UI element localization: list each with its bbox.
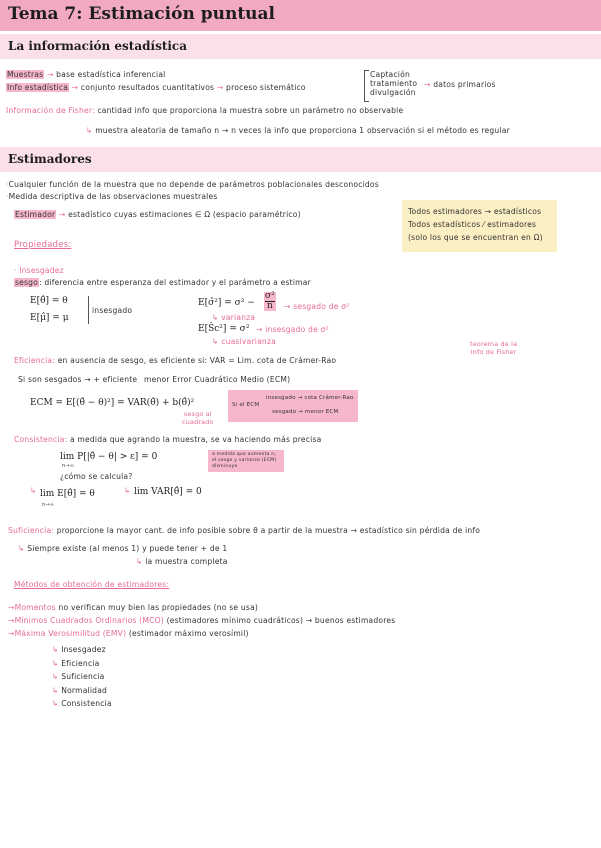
page-title: Tema 7: Estimación puntual <box>8 4 276 24</box>
lim-var-equation: lim VAR[θ̂] = 0 <box>134 487 202 497</box>
estimador-def: estadístico cuyas estimaciones ∈ Ω (espacio paramétrico) <box>68 210 301 219</box>
list-item: ↳ Suficiencia <box>52 672 105 681</box>
section-title-info: La información estadística <box>8 39 188 53</box>
consistencia-def: a medida que agrando la muestra, se va haciendo más precisa <box>69 435 322 444</box>
arrow-icon: ↳ <box>86 126 93 135</box>
box-insesgado: insesgado → cota Crámer-Rao <box>266 395 354 401</box>
varianza-text: ↳ varianza <box>212 313 256 322</box>
consistencia-note: a medida que aumenta n, el sesgo y varianza (ECM) disminuye <box>212 452 277 469</box>
fraction: σ² n <box>265 291 275 311</box>
fisher-def: cantidad info que proporciona la muestra sobre un parámetro no observable <box>97 106 404 115</box>
list-item: ↳ Normalidad <box>52 685 108 695</box>
arrow-icon: ↳ <box>18 544 25 553</box>
propiedades-heading: Propiedades: <box>14 240 72 250</box>
eq-sigma-hat: E[σ̂²] = σ² − <box>198 298 255 308</box>
note-line-3: (solo los que se encuentran en Ω) <box>408 233 543 242</box>
box-si: Si el ECM <box>232 402 260 408</box>
metodo-desc: (estimadores mínimo cuadráticos) → buenos estimadores <box>166 616 396 625</box>
muestras-label: Muestras <box>7 70 44 79</box>
insesgadez-label: · Insesgadez <box>14 266 64 275</box>
estimadores-line2: Medida descriptiva de las observaciones muestrales <box>8 192 218 201</box>
fisher-label: Información de Fisher: <box>6 106 95 115</box>
list-item: ↳ Insesgadez <box>52 645 106 654</box>
menor-ecm-text: menor Error Cuadrático Medio (ECM) <box>144 375 291 384</box>
estimador-label: Estimador <box>15 210 56 219</box>
eficiencia-def: en ausencia de sesgo, es eficiente si: VAR = Lim. cota de Crámer-Rao <box>57 356 337 365</box>
list-item: ↳ Consistencia <box>52 699 112 708</box>
muestra-completa: la muestra completa <box>145 557 228 566</box>
bracket <box>364 70 369 102</box>
como-calcula: ¿cómo se calcula? <box>60 472 133 481</box>
eficiencia-label: Eficiencia: <box>14 356 56 365</box>
datos-primarios: datos primarios <box>433 80 496 89</box>
arrow-icon: → <box>71 83 79 92</box>
consistencia-label: Consistencia: <box>14 435 68 444</box>
conjunto-text: conjunto resultados cuantitativos <box>80 83 215 92</box>
eq-theta: E[θ̂] = θ <box>30 296 68 306</box>
siempre-text: Siempre existe (al menos 1) y puede tener + de 1 <box>27 544 228 553</box>
divulgacion-text: divulgación <box>370 88 416 97</box>
metodo-desc: (estimador máximo verosímil) <box>128 629 249 638</box>
brace <box>84 296 89 324</box>
lim-equation: lim P[|θ̂ − θ| > ε] = 0 <box>60 452 158 462</box>
suficiencia-def: proporcione la mayor cant. de info posible sobre θ a partir de la muestra → estadístico sin pérdida de info <box>56 526 481 535</box>
arrow-icon: ↳ <box>124 486 131 495</box>
fisher-def-2: muestra aleatoria de tamaño n → n veces la info que proporciona 1 observación si el método es regular <box>95 126 510 135</box>
sesgo-label: sesgo <box>15 278 39 287</box>
proceso-text: proceso sistemático <box>226 83 306 92</box>
eq-sc: E[Ŝc²] = σ² <box>198 324 250 334</box>
suficiencia-label: Suficiencia: <box>8 526 55 535</box>
lim-subscript-2: n→∞ <box>42 502 55 508</box>
sesgo-def: : diferencia entre esperanza del estimador y el parámetro a estimar <box>39 278 311 287</box>
metodo-label: Momentos <box>14 603 56 612</box>
insesgado-de-text: → insesgado de σ² <box>256 325 329 334</box>
captacion-text: Captación <box>370 70 410 79</box>
arrow-icon: → <box>46 70 54 79</box>
teorema-note: teorema de la info de Fisher <box>470 340 518 356</box>
insesgado-text: insesgado <box>92 306 133 315</box>
sesgo-cuadrado-note: sesgo al cuadrado <box>182 410 214 426</box>
metodo-label: Máxima Verosimilitud (EMV) <box>14 629 127 638</box>
section-title-estimadores: Estimadores <box>8 152 92 166</box>
sesgado-text: → sesgado de σ² <box>284 302 350 311</box>
arrow-icon: → <box>58 210 66 219</box>
cuasivarianza-text: ↳ cuasivarianza <box>212 337 276 346</box>
box-sesgado: sesgado → menor ECM <box>272 409 339 415</box>
arrow-icon: → <box>424 80 431 89</box>
tratamiento-text: tratamiento <box>370 79 418 88</box>
note-line-2: Todos estadísticos ⁄ estimadores <box>408 220 537 229</box>
eq-mu: E[μ̂] = μ <box>30 313 69 323</box>
estimadores-line1: Cualquier función de la muestra que no depende de parámetros poblacionales desconocidos <box>8 180 379 189</box>
info-estadistica-label: Info estadística <box>7 83 69 92</box>
metodos-heading: Métodos de obtención de estimadores: <box>14 580 170 589</box>
emv-properties-list <box>52 643 112 711</box>
arrow-icon: → <box>216 83 224 92</box>
ecm-equation: ECM = E[(θ̂ − θ)²] = VAR(θ̂) + b(θ̂)² <box>30 398 195 408</box>
sesgados-text: Si son sesgados → + eficiente <box>18 375 138 384</box>
lim-subscript: n→∞ <box>62 463 75 469</box>
metodo-label: Mínimos Cuadrados Ordinarios (MCO) <box>14 616 164 625</box>
lim-e-equation: lim E[θ̂] = θ <box>40 489 95 499</box>
list-item: ↳ Eficiencia <box>52 658 100 668</box>
metodo-desc: no verifican muy bien las propiedades (no se usa) <box>58 603 259 612</box>
arrow-icon: ↳ <box>136 557 143 566</box>
note-line-1: Todos estimadores → estadísticos <box>408 207 542 216</box>
muestras-def: base estadística inferencial <box>56 70 166 79</box>
arrow-icon: ↳ <box>30 486 37 495</box>
